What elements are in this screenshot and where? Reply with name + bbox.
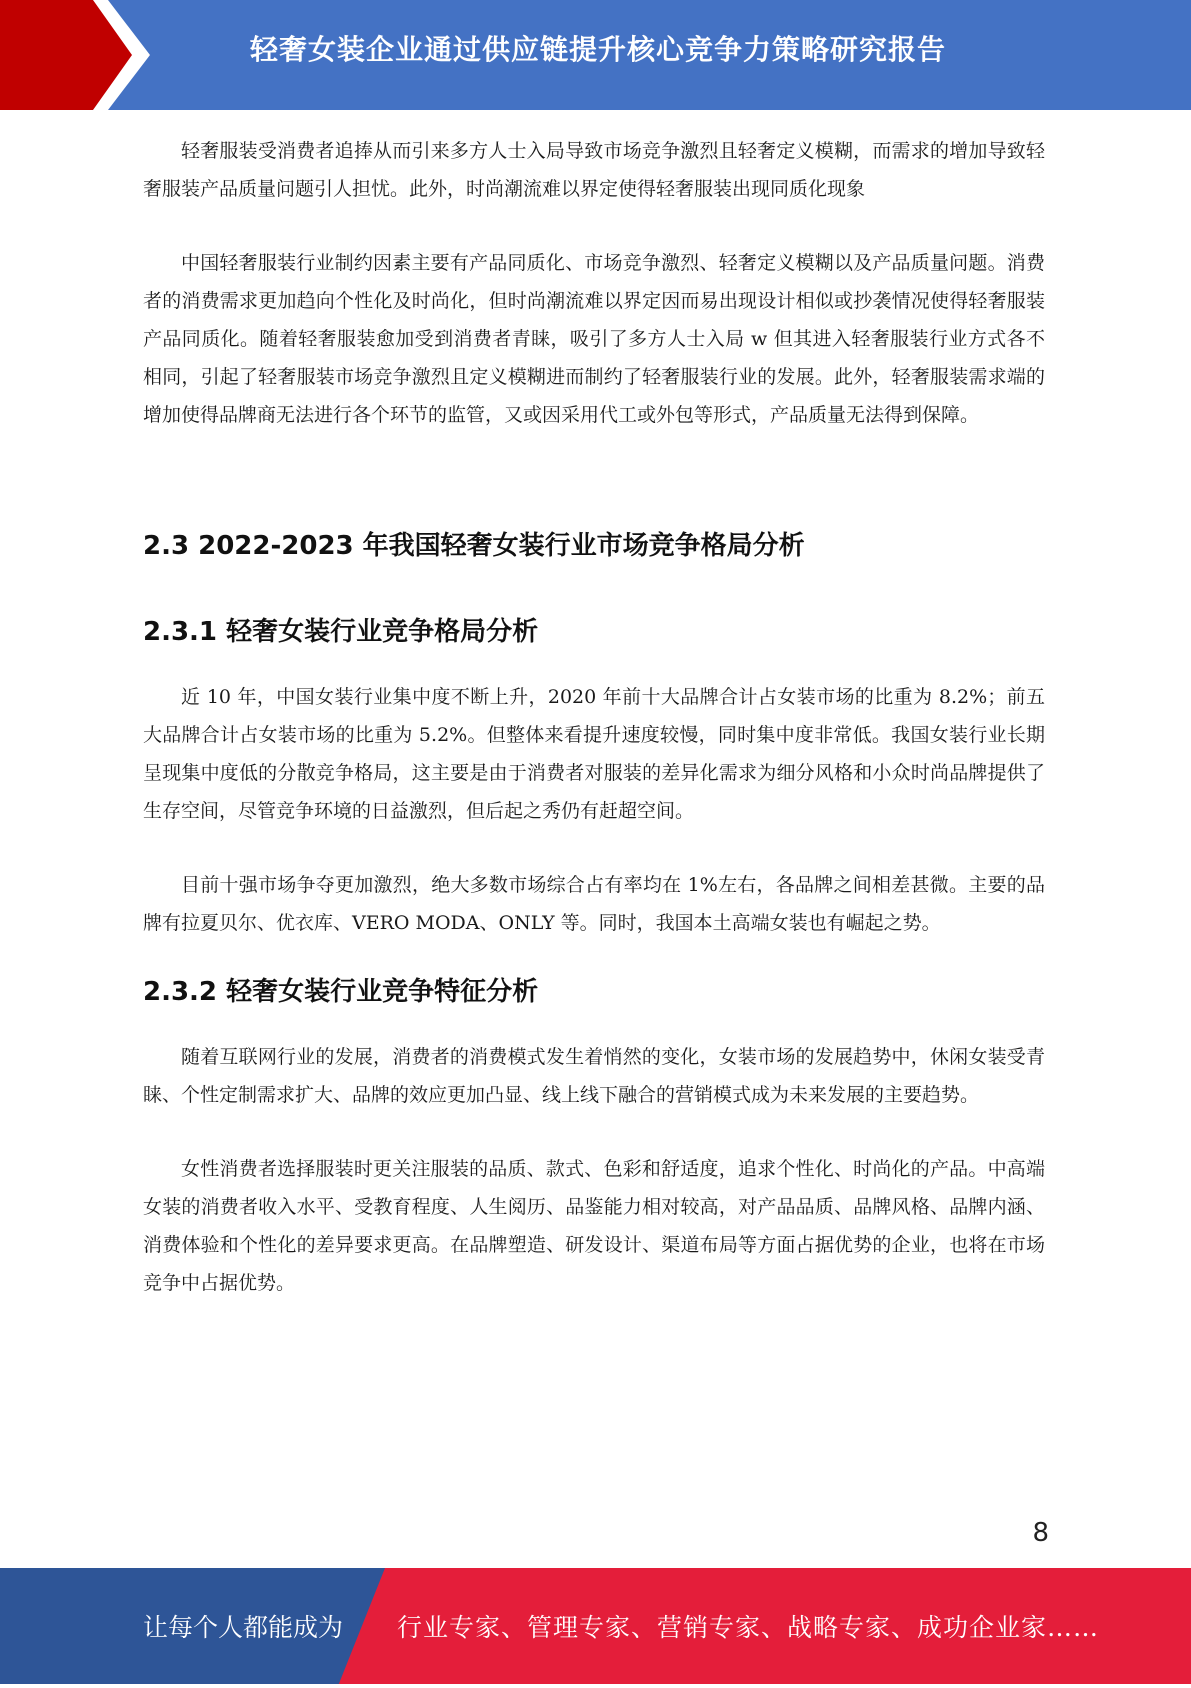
section-heading-2-3-1: 2.3.1 轻奢女装行业竞争格局分析 xyxy=(143,617,539,647)
paragraph: 近 10 年，中国女装行业集中度不断上升，2020 年前十大品牌合计占女装市场的比重为 8.2%；前五大品牌合计占女装市场的比重为 5.2%。但整体来看提升速度较慢，同时集中度非常低。我国女装行业长期呈现集中度低的分散竞争格局，这主要是由于消费者对服装的差异化需求为细分风格和小众时尚品牌提供了生存空间，尽管竞争环境的日益激烈，但后起之秀仍有赶超空间。 xyxy=(143,686,1045,822)
paragraph: 女性消费者选择服装时更关注服装的品质、款式、色彩和舒适度，追求个性化、时尚化的产品。中高端女装的消费者收入水平、受教育程度、人生阅历、品鉴能力相对较高，对产品品质、品牌风格、品牌内涵、消费体验和个性化的差异要求更高。在品牌塑造、研发设计、渠道布局等方面占据优势的企业，也将在市场竞争中占据优势。 xyxy=(143,1158,1045,1294)
paragraph: 目前十强市场争夺更加激烈，绝大多数市场综合占有率均在 1%左右，各品牌之间相差甚微。主要的品牌有拉夏贝尔、优衣库、VERO MODA、ONLY 等。同时，我国本土高端女装也有崛起之势。 xyxy=(143,874,1045,934)
header-banner xyxy=(0,0,1191,110)
paragraph: 轻奢服装受消费者追捧从而引来多方人士入局导致市场竞争激烈且轻奢定义模糊，而需求的增加导致轻奢服装产品质量问题引人担忧。此外，时尚潮流难以界定使得轻奢服装出现同质化现象 xyxy=(143,140,1045,200)
footer-slogan-right: 行业专家、管理专家、营销专家、战略专家、成功企业家…… xyxy=(397,1613,1100,1642)
section-heading-2-3: 2.3 2022-2023 年我国轻奢女装行业市场竞争格局分析 xyxy=(143,531,805,561)
page-number: 8 xyxy=(1032,1518,1049,1548)
document-body xyxy=(143,132,1045,1302)
footer-slogan-left: 让每个人都能成为 xyxy=(143,1613,344,1642)
report-title: 轻奢女装企业通过供应链提升核心竞争力策略研究报告 xyxy=(250,33,947,66)
footer-banner xyxy=(0,1568,1191,1684)
header-red-arrow xyxy=(0,0,150,110)
section-heading-2-3-2: 2.3.2 轻奢女装行业竞争特征分析 xyxy=(143,977,539,1007)
paragraph: 随着互联网行业的发展，消费者的消费模式发生着悄然的变化，女装市场的发展趋势中，休闲女装受青睐、个性定制需求扩大、品牌的效应更加凸显、线上线下融合的营销模式成为未来发展的主要趋势。 xyxy=(143,1046,1045,1106)
paragraph: 中国轻奢服装行业制约因素主要有产品同质化、市场竞争激烈、轻奢定义模糊以及产品质量问题。消费者的消费需求更加趋向个性化及时尚化，但时尚潮流难以界定因而易出现设计相似或抄袭情况使得轻奢服装产品同质化。随着轻奢服装愈加受到消费者青睐，吸引了多方人士入局 w 但其进入轻奢服装行业方式各不相同，引起了轻奢服装市场竞争激烈且定义模糊进而制约了轻奢服装行业的发展。此外，轻奢服装需求端的增加使得品牌商无法进行各个环节的监管，又或因采用代工或外包等形式，产品质量无法得到保障。 xyxy=(143,252,1045,426)
